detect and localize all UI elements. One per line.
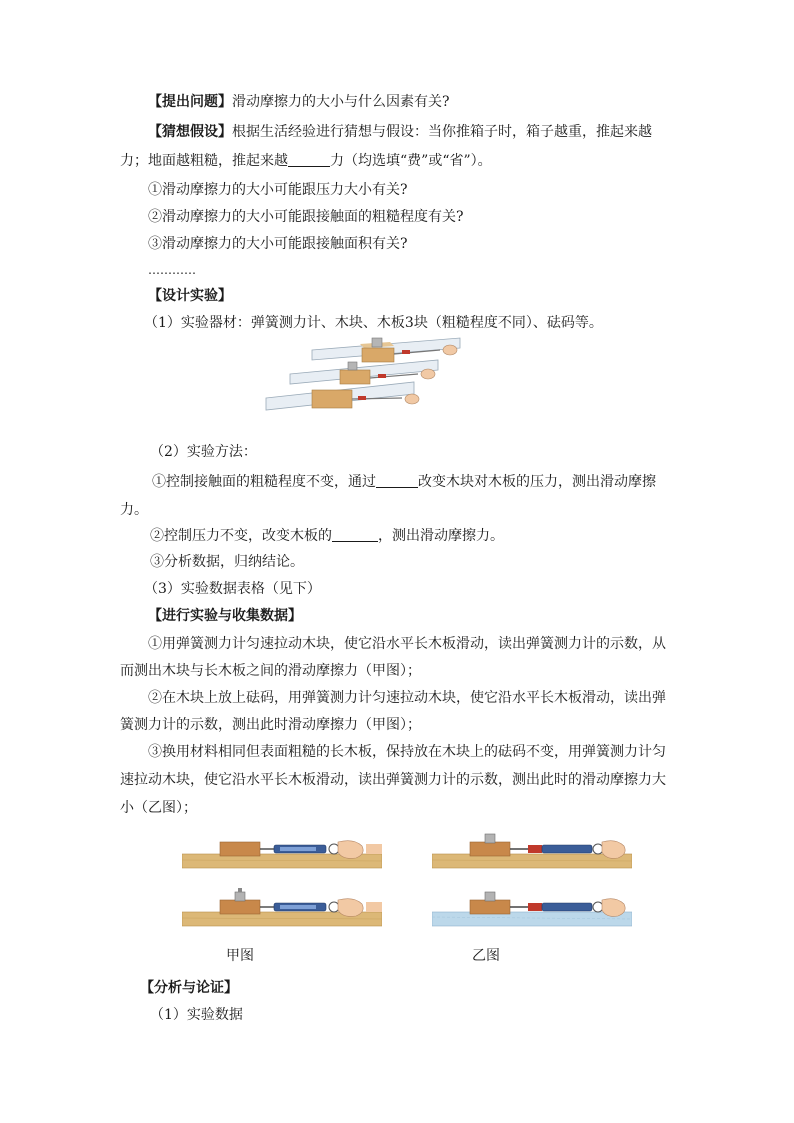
method-2-text-a: ②控制压力不变，改变木板的 — [150, 528, 332, 544]
question-text: 滑动摩擦力的大小与什么因素有关? — [232, 94, 450, 110]
method-1-line — [152, 472, 656, 492]
caption-jia: 甲图 — [226, 948, 254, 964]
figure-yi — [432, 832, 632, 938]
equipment-line: （1）实验器材：弹簧测力计、木块、木板3块（粗糙程度不同）、砝码等。 — [144, 315, 603, 331]
step-2-line-a: ②在木块上放上砝码，用弹簧测力计匀速拉动木块，使它沿水平长木板滑动，读出弹 — [148, 690, 666, 706]
apparatus-illustration — [262, 336, 462, 436]
hypothesis-text-2a: 力；地面越粗糙，推起来越 — [120, 153, 288, 169]
caption-yi: 乙图 — [472, 948, 500, 964]
method-3-line: ③分析数据，归纳结论。 — [150, 554, 304, 570]
guess-2: ②滑动摩擦力的大小可能跟接触面的粗糙程度有关? — [148, 209, 464, 225]
question-line — [148, 92, 450, 112]
fill-blank-1[interactable] — [288, 152, 330, 167]
hypothesis-heading: 【猜想假设】 — [148, 124, 232, 140]
step-1-line-a: ①用弹簧测力计匀速拉动木块，使它沿水平长木板滑动，读出弹簧测力计的示数，从 — [148, 636, 666, 652]
hypothesis-text-1: 根据生活经验进行猜想与假设：当你推箱子时，箱子越重，推起来越 — [232, 124, 652, 140]
method-2-line — [150, 526, 504, 546]
step-2-line-b: 簧测力计的示数，测出此时滑动摩擦力（甲图）； — [120, 717, 421, 733]
step-3-line-c: 小（乙图）； — [120, 800, 197, 816]
method-1-text-b: 改变木块对木板的压力，测出滑动摩擦 — [418, 474, 656, 490]
design-heading: 【设计实验】 — [148, 288, 232, 304]
method-1-text-a: ①控制接触面的粗糙程度不变，通过 — [152, 474, 376, 490]
data-table-line: （3）实验数据表格（见下） — [144, 581, 321, 597]
hypothesis-line-2 — [120, 151, 492, 171]
conduct-heading: 【进行实验与收集数据】 — [148, 608, 302, 624]
guess-3: ③滑动摩擦力的大小可能跟接触面积有关? — [148, 236, 408, 252]
step-3-line-a: ③换用材料相同但表面粗糙的长木板，保持放在木块上的砝码不变，用弹簧测力计匀 — [148, 744, 666, 760]
step-3-line-b: 速拉动木块，使它沿水平长木板滑动，读出弹簧测力计的示数，测出此时的滑动摩擦力大 — [120, 772, 666, 788]
hand-icon — [405, 394, 419, 404]
question-heading: 【提出问题】 — [148, 94, 232, 110]
guess-1: ①滑动摩擦力的大小可能跟压力大小有关? — [148, 182, 408, 198]
hand-icon — [421, 369, 435, 379]
figure-jia — [182, 832, 382, 938]
fill-blank-2[interactable] — [376, 473, 418, 488]
step-1-line-b: 而测出木块与长木板之间的滑动摩擦力（甲图）； — [120, 663, 421, 679]
ellipsis: ………… — [148, 263, 196, 277]
experiment-data-line: （1）实验数据 — [150, 1007, 243, 1023]
method-heading: （2）实验方法： — [150, 444, 257, 460]
analysis-heading: 【分析与论证】 — [140, 980, 238, 996]
method-2-text-b: ，测出滑动摩擦力。 — [378, 528, 504, 544]
hand-icon — [443, 345, 457, 355]
fill-blank-3[interactable] — [332, 527, 378, 542]
hypothesis-text-2b: 力（均选填“费”或“省”）。 — [330, 153, 492, 169]
method-1-cont: 力。 — [120, 502, 148, 518]
hypothesis-line-1 — [148, 122, 652, 142]
